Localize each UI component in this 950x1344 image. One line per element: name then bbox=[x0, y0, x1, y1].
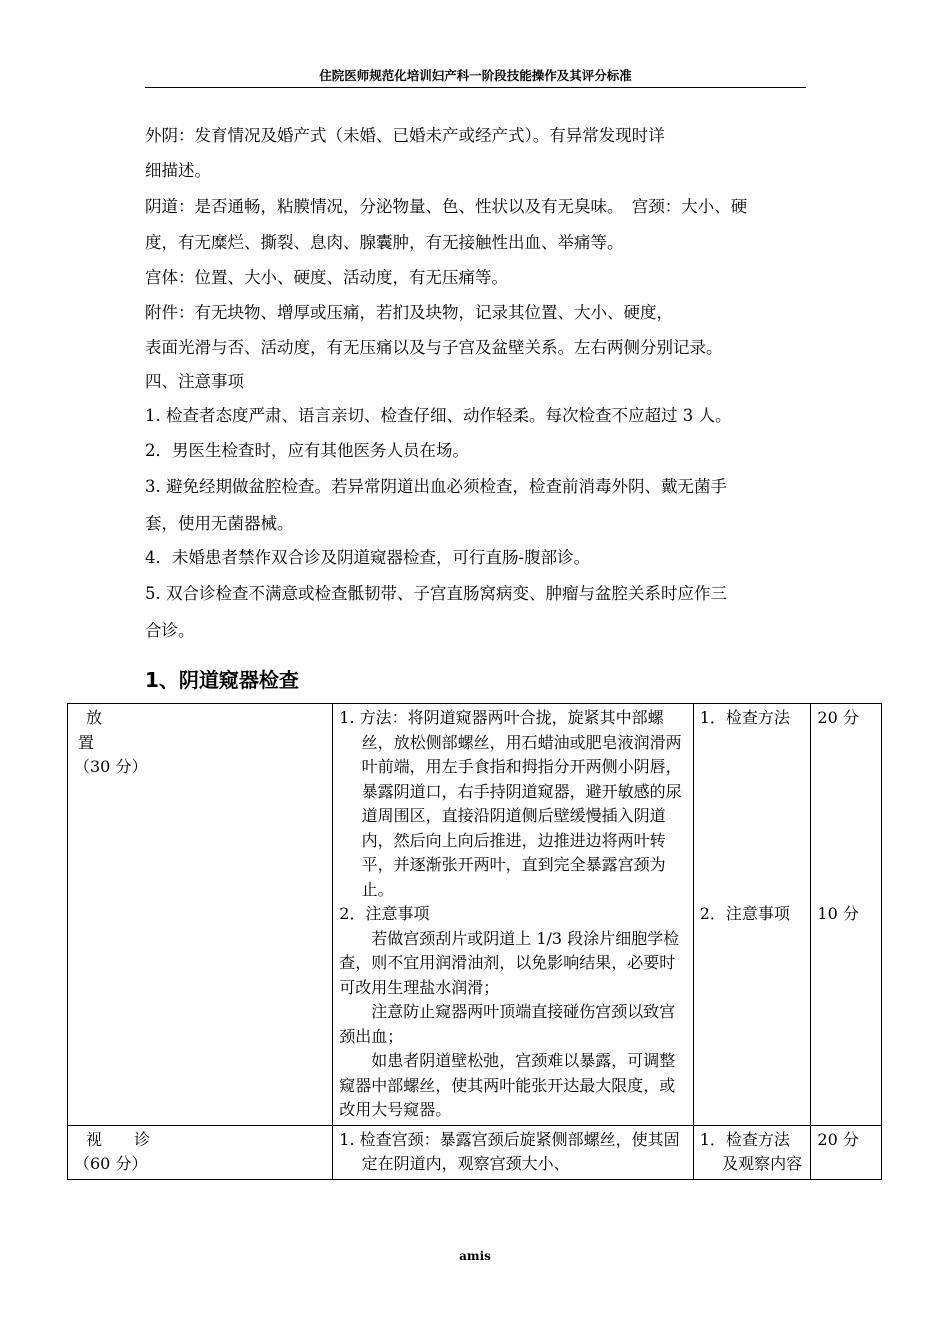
page-footer: amis bbox=[459, 1249, 491, 1263]
table-row bbox=[68, 1125, 882, 1179]
body-line: 宫体：位置、大小、硬度、活动度，有无压痛等。 bbox=[145, 268, 508, 287]
item-name: 置 bbox=[78, 732, 95, 752]
body-line: 3. 避免经期做盆腔检查。若异常阴道出血必须检查，检查前消毒外阴、戴无菌手 bbox=[145, 477, 727, 496]
score-value: 20 分 bbox=[817, 1129, 859, 1149]
criteria-cell bbox=[693, 1125, 811, 1179]
notes-heading: 2．注意事项 bbox=[339, 904, 430, 923]
note-text: 如患者阴道壁松弛，宫颈难以暴露，可调整窥器中部螺丝，使其两叶能张开达最大限度，或改用大号窥器。 bbox=[339, 1051, 676, 1119]
body-line: 2．男医生检查时，应有其他医务人员在场。 bbox=[145, 441, 469, 460]
note-text: 注意防止窥器两叶顶端直接碰伤宫颈以致宫颈出血； bbox=[339, 1002, 676, 1046]
page-header: 住院医师规范化培训妇产科一阶段技能操作及其评分标准 bbox=[145, 66, 806, 88]
body-line: 表面光滑与否、活动度，有无压痛以及与子宫及盆壁关系。左右两侧分别记录。 bbox=[145, 338, 723, 357]
criteria-text: 1．检查方法及观察内容 bbox=[699, 1129, 803, 1173]
content-text: 1. 检查宫颈：暴露宫颈后旋紧侧部螺丝，使其固定在阴道内，观察宫颈大小、 bbox=[339, 1129, 680, 1173]
method-text: 1. 方法：将阴道窥器两叶合拢，旋紧其中部螺丝，放松侧部螺丝，用石蜡油或肥皂液润滑两叶前端，用左手食指和拇指分开两侧小阴唇，暴露阴道口，右手持阴道窥器，避开敏感的尿道周围区，直接沿阴道侧后壁缓慢插入阴道内，然后向上向后推进，边推进边将两叶转平，并逐渐张开两叶，直到完全暴露宫颈为止。 bbox=[339, 708, 682, 899]
score-cell bbox=[811, 1125, 882, 1179]
body-line: 阴道：是否通畅，粘膜情况，分泌物量、色、性状以及有无臭味。 宫颈：大小、硬 bbox=[145, 197, 748, 216]
body-line: 4．未婚患者禁作双合诊及阴道窥器检查，可行直肠-腹部诊。 bbox=[145, 548, 591, 567]
criteria-text: 2．注意事项 bbox=[699, 903, 790, 923]
table-row bbox=[68, 704, 882, 1126]
body-line: 附件：有无块物、增厚或压痛，若扪及块物，记录其位置、大小、硬度， bbox=[145, 303, 673, 322]
criteria-text: 1．检查方法 bbox=[699, 708, 790, 727]
content-cell bbox=[333, 704, 693, 1126]
note-text: 若做宫颈刮片或阴道上 1/3 段涂片细胞学检查，则不宜用润滑油剂，以免影响结果，必要时可改用生理盐水润滑； bbox=[339, 928, 680, 997]
item-name: 视 诊 bbox=[86, 1129, 151, 1149]
body-line: 合诊。 bbox=[145, 621, 195, 640]
item-name: 放 bbox=[86, 708, 103, 727]
item-cell bbox=[68, 1125, 333, 1179]
score-value: 20 分 bbox=[817, 708, 859, 727]
section-title: 1、阴道窥器检查 bbox=[145, 668, 299, 692]
body-line: 1. 检查者态度严肃、语言亲切、检查仔细、动作轻柔。每次检查不应超过 3 人。 bbox=[145, 406, 732, 425]
item-score: （30 分） bbox=[74, 757, 148, 776]
body-line: 四、注意事项 bbox=[145, 372, 244, 391]
body-line: 细描述。 bbox=[145, 161, 211, 180]
score-cell bbox=[811, 704, 882, 1126]
body-line: 度，有无糜烂、撕裂、息肉、腺囊肿，有无接触性出血、举痛等。 bbox=[145, 233, 624, 252]
body-line: 外阴：发育情况及婚产式（未婚、已婚未产或经产式）。有异常发现时详 bbox=[145, 126, 665, 145]
item-cell bbox=[68, 704, 333, 1126]
body-line: 套，使用无菌器械。 bbox=[145, 514, 294, 533]
scoring-table bbox=[67, 703, 882, 1180]
body-line: 5. 双合诊检查不满意或检查骶韧带、子宫直肠窝病变、肿瘤与盆腔关系时应作三 bbox=[145, 584, 727, 603]
item-score: （60 分） bbox=[74, 1154, 148, 1173]
criteria-cell bbox=[693, 704, 811, 1126]
content-cell bbox=[333, 1125, 693, 1179]
score-value: 10 分 bbox=[817, 903, 859, 923]
